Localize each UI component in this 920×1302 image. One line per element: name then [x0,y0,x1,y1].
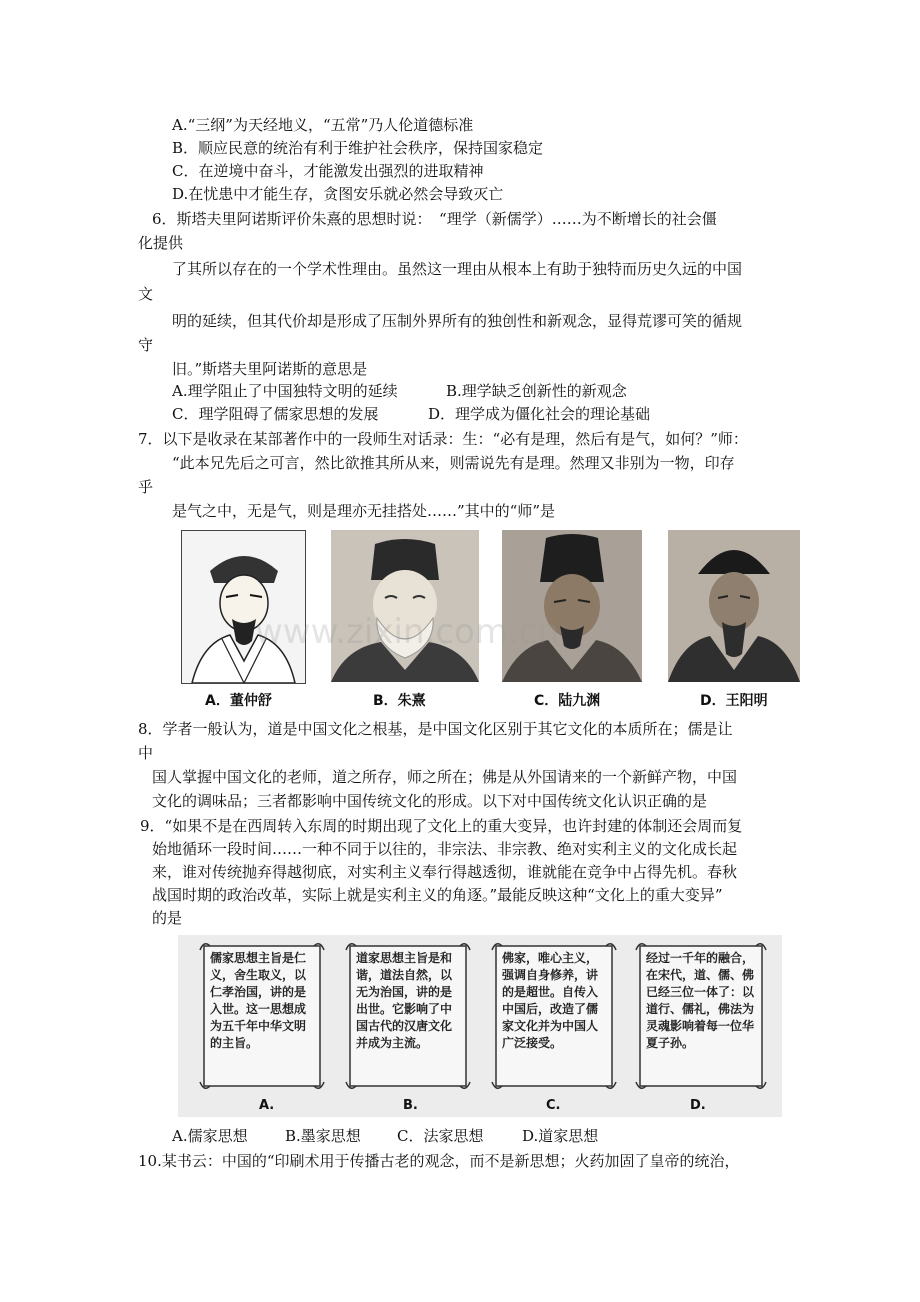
q5-option-b: B．顺应民意的统治有利于维护社会秩序，保持国家稳定 [172,139,544,157]
q8-stem-line4: 文化的调味品；三者都影响中国传统文化的形成。以下对中国传统文化认识正确的是 [152,792,708,810]
caption-d: D．王阳明 [700,693,768,709]
q6-stem-line5: 明的延续，但其代价却是形成了压制外界所有的独创性和新观念，显得荒谬可笑的循规 [172,312,743,330]
scroll-c-text: 佛家，唯心主义，强调自身修养，讲的是超世。自传入中国后，改造了儒家文化并为中国人广泛接受。 [502,951,599,1050]
q9-option-a: A.儒家思想 [172,1127,248,1145]
q9-stem-line3: 来，谁对传统抛弃得越彻底，对实利主义奉行得越透彻，谁就能在竞争中占得先机。春秋 [152,863,738,881]
scroll-a [198,940,326,1092]
q7-stem-line1: 7．以下是收录在某部著作中的一段师生对话录：生：“必有是理，然后有是气，如何？”师： [138,430,748,448]
portrait-zhu-xi [331,530,479,682]
portrait-wang-yangming [668,530,800,682]
q8-stem-line2: 中 [138,744,154,762]
zhu-xi-portrait-icon [331,530,479,682]
portrait-dong-zhongshu [181,530,306,684]
q9-stem-line2: 始地循环一段时间……一种不同于以往的，非宗法、非宗教、绝对实利主义的文化成长起 [152,840,738,858]
watermark: www.zixin.com.cn [255,612,559,652]
scroll-d-text: 经过一千年的融合，在宋代，道、儒、佛已经三位一体了：以道行、儒礼，佛法为灵魂影响着每一位华夏子孙。 [646,951,755,1050]
q7-stem-line2: “此本兄先后之可言，然比欲推其所从来，则需说先有是理。然理又非别为一物，印存 [172,454,735,472]
q6-stem-line4: 文 [138,285,154,303]
q8-stem-line1: 8．学者一般认为，道是中国文化之根基，是中国文化区别于其它文化的本质所在；儒是让 [138,720,733,738]
q9-stem-line5: 的是 [152,909,183,927]
scroll-a-text: 儒家思想主旨是仁义，舍生取义，以仁孝治国，讲的是入世。这一思想成为五千年中华文明的主旨。 [210,951,307,1050]
scroll-d-label: D. [690,1098,706,1113]
scroll-c [490,940,618,1092]
q9-option-d: D.道家思想 [522,1127,599,1145]
scroll-b [344,940,472,1092]
q6-option-b: B.理学缺乏创新性的新观念 [446,382,627,400]
q8-stem-line3: 国人掌握中国文化的老师，道之所存，师之所在；佛是从外国请来的一个新鲜产物，中国 [152,768,738,786]
q9-option-b: B.墨家思想 [285,1127,361,1145]
scroll-d [634,940,768,1092]
q9-stem-line1: 9．“如果不是在西周转入东周的时期出现了文化上的重大变异，也许封建的体制还会周而复 [140,817,743,835]
portrait-lu-jiuyuan [502,530,642,682]
q6-option-d: D．理学成为僵化社会的理论基础 [428,405,651,423]
q6-stem-line3: 了其所以存在的一个学术性理由。虽然这一理由从根本上有助于独特而历史久远的中国 [172,260,743,278]
caption-c: C．陆九渊 [534,693,601,709]
q7-stem-line3: 乎 [138,478,154,496]
q9-stem-line4: 战国时期的政治改革，实际上就是实利主义的角逐。”最能反映这种“文化上的重大变异” [152,886,723,904]
scroll-b-label: B. [403,1098,418,1113]
q5-option-c: C．在逆境中奋斗，才能激发出强烈的进取精神 [172,162,484,180]
q6-option-c: C．理学阻碍了儒家思想的发展 [172,405,379,423]
q6-stem-line6: 守 [138,336,154,354]
q6-stem-line7: 旧。”斯塔夫里阿诺斯的意思是 [172,360,368,378]
q6-option-a: A.理学阻止了中国独特文明的延续 [172,382,398,400]
q9-option-c: C．法家思想 [397,1127,484,1145]
dong-zhongshu-portrait-icon [182,531,305,683]
caption-b: B．朱熹 [373,693,426,709]
scroll-c-label: C. [546,1098,561,1113]
q6-stem-line2: 化提供 [138,234,184,252]
caption-a: A．董仲舒 [205,693,272,709]
q5-option-d: D.在忧患中才能生存，贪图安乐就必然会导致灭亡 [172,185,504,203]
q7-stem-line4: 是气之中，无是气，则是理亦无挂搭处……”其中的“师”是 [172,502,556,520]
scroll-a-label: A. [259,1098,275,1113]
wang-yangming-portrait-icon [668,530,800,682]
scroll-b-text: 道家思想主旨是和谐，道法自然，以无为治国，讲的是出世。它影响了中国古代的汉唐文化并成为主流。 [356,951,453,1050]
q6-stem-line1: 6．斯塔夫里阿诺斯评价朱熹的思想时说： “理学（新儒学）……为不断增长的社会僵 [152,210,717,228]
q10-stem-line1: 10.某书云：中国的“印刷术用于传播古老的观念，而不是新思想；火药加固了皇帝的统治， [138,1152,740,1170]
lu-jiuyuan-portrait-icon [502,530,642,682]
q5-option-a: A.“三纲”为天经地义，“五常”乃人伦道德标准 [172,116,474,134]
